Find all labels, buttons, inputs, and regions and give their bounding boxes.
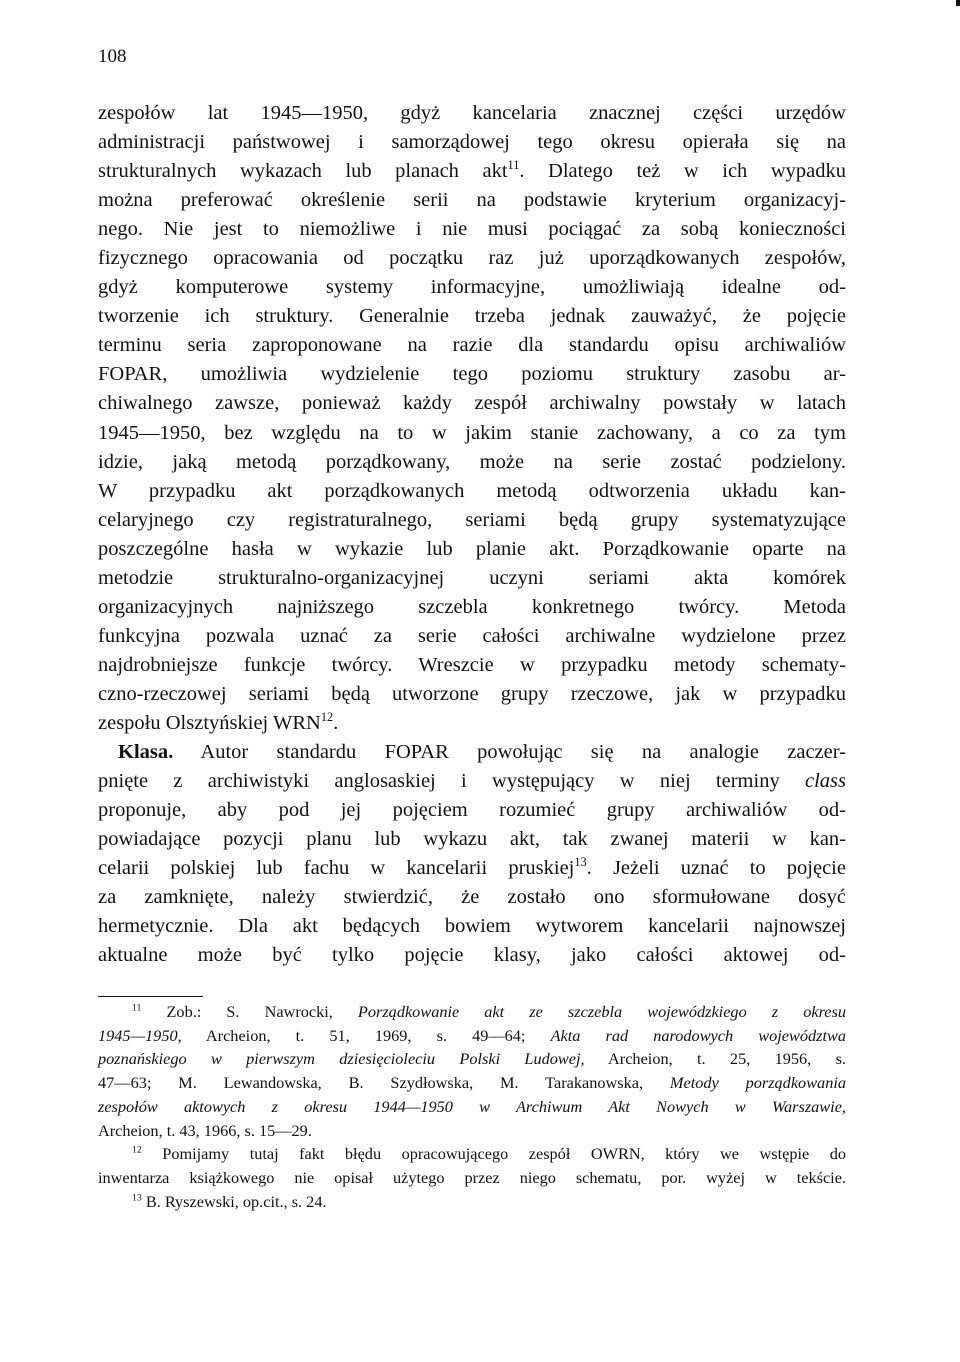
- footnote-11-line: Archeion, t. 43, 1966, s. 15—29.: [98, 1120, 312, 1140]
- footnotes: [98, 1000, 846, 1213]
- text-line: zespołów lat 1945—1950, gdyż kancelaria znacznej części urzędów: [98, 102, 846, 124]
- text-line: Klasa. Autor standardu FOPAR powołując się na analogie zaczer-: [118, 741, 846, 764]
- text-line: idzie, jaką metodą porządkowany, może na serie zostać podzielony.: [98, 450, 846, 473]
- text-line: powiadające pozycji planu lub wykazu akt, tak zwanej materii w kan-: [98, 828, 846, 851]
- footnote-11-line: zespołów aktowych z okresu 1944—1950 w Archiwum Akt Nowych w Warszawie,: [98, 1096, 846, 1116]
- text-line: fizycznego opracowania od początku raz już uporządkowanych zespołów,: [98, 247, 846, 270]
- text-line: proponuje, aby pod jej pojęciem rozumieć grupy archiwaliów od-: [98, 799, 846, 822]
- text-line: poszczególne hasła w wykazie lub planie akt. Porządkowanie oparte na: [98, 537, 846, 560]
- text-line: czno-rzeczowej seriami będą utworzone grupy rzeczowe, jak w przypadku: [98, 682, 846, 705]
- text-line: chiwalnego zawsze, ponieważ każdy zespół archiwalny powstały w latach: [98, 392, 846, 415]
- footnote-ref-12: 12: [320, 710, 334, 725]
- text-line: FOPAR, umożliwia wydzielenie tego poziomu struktury zasobu ar-: [98, 363, 846, 386]
- footnote-11-line: poznańskiego w pierwszym dziesięcioleciu Polski Ludowej, Archeion, t. 25, 1956, s.: [98, 1049, 846, 1069]
- text-line: hermetycznie. Dla akt będących bowiem wytworem kancelarii najnowszej: [98, 915, 846, 938]
- text-line: celarii polskiej lub fachu w kancelarii pruskiej$^{13}$. Jeżeli uznać to pojęcie: [98, 855, 846, 880]
- text-line: tworzenie ich struktury. Generalnie trzeba jednak zauważyć, że pojęcie: [98, 305, 846, 328]
- section-heading-klasa: Klasa.: [118, 741, 174, 764]
- edge-mark: [956, 0, 960, 6]
- footnote-ref-11: 11: [507, 158, 520, 173]
- footnote-12-line: $^{12}$ Pomijamy tutaj fakt błędu opracowującego zespół OWRN, który we wstępie do: [132, 1144, 846, 1164]
- text-line: można preferować określenie serii na podstawie kryterium organizacyj-: [98, 189, 846, 212]
- text-line: metodzie strukturalno-organizacyjnej uczyni seriami akta komórek: [98, 566, 846, 589]
- text-line: najdrobniejsze funkcje twórcy. Wreszcie w przypadku metody schematy-: [98, 653, 846, 676]
- footnote-divider: [98, 996, 203, 997]
- text-line: administracji państwowej i samorządowej tego okresu opierała się na: [98, 131, 846, 154]
- text-line: strukturalnych wykazach lub planach akt$^{11}$. Dlatego też w ich wypadku: [98, 158, 846, 183]
- footnote-11-line: 1945—1950, Archeion, t. 51, 1969, s. 49—64; Akta rad narodowych województwa: [98, 1025, 847, 1045]
- main-text: [98, 99, 846, 970]
- text-line: aktualne może być tylko pojęcie klasy, jako całości aktowej od-: [98, 944, 846, 967]
- text-line: pnięte z archiwistyki anglosaskiej i występujący w niej terminy class: [98, 770, 846, 793]
- text-line: W przypadku akt porządkowanych metodą odtworzenia układu kan-: [98, 479, 846, 502]
- footnote-ref-13: 13: [574, 855, 587, 870]
- text-line: celaryjnego czy registraturalnego, seriami będą grupy systematyzujące: [98, 508, 846, 531]
- footnote-11-line: $^{11}$ Zob.: S. Nawrocki, Porządkowanie akt ze szczebla wojewódzkiego z okresu: [132, 1002, 846, 1021]
- text-line: nego. Nie jest to niemożliwe i nie musi pociągać za sobą konieczności: [98, 218, 846, 241]
- text-line: funkcyjna pozwala uznać za serie całości archiwalne wydzielone przez: [98, 624, 846, 647]
- footnote-13-line: $^{13}$ B. Ryszewski, op.cit., s. 24.: [132, 1191, 327, 1211]
- footnote-11-line: 47—63; M. Lewandowska, B. Szydłowska, M. Tarakanowska, Metody porządkowania: [98, 1073, 846, 1093]
- text-line: zespołu Olsztyńskiej WRN$^{12}$.: [98, 710, 339, 734]
- footnote-12-line: inwentarza książkowego nie opisał użytego przez niego schematu, por. wyżej w tekście.: [98, 1167, 846, 1187]
- text-line: organizacyjnych najniższego szczebla konkretnego twórcy. Metoda: [98, 595, 846, 618]
- text-line: terminu seria zaproponowane na razie dla standardu opisu archiwaliów: [98, 334, 846, 357]
- text-line: gdyż komputerowe systemy informacyjne, umożliwiają idealne od-: [98, 276, 846, 299]
- text-line: za zamknięte, należy stwierdzić, że zostało ono sformułowane dosyć: [98, 886, 846, 909]
- text-line: 1945—1950, bez względu na to w jakim stanie zachowany, a co za tym: [98, 421, 846, 444]
- page-number: 108: [98, 46, 127, 67]
